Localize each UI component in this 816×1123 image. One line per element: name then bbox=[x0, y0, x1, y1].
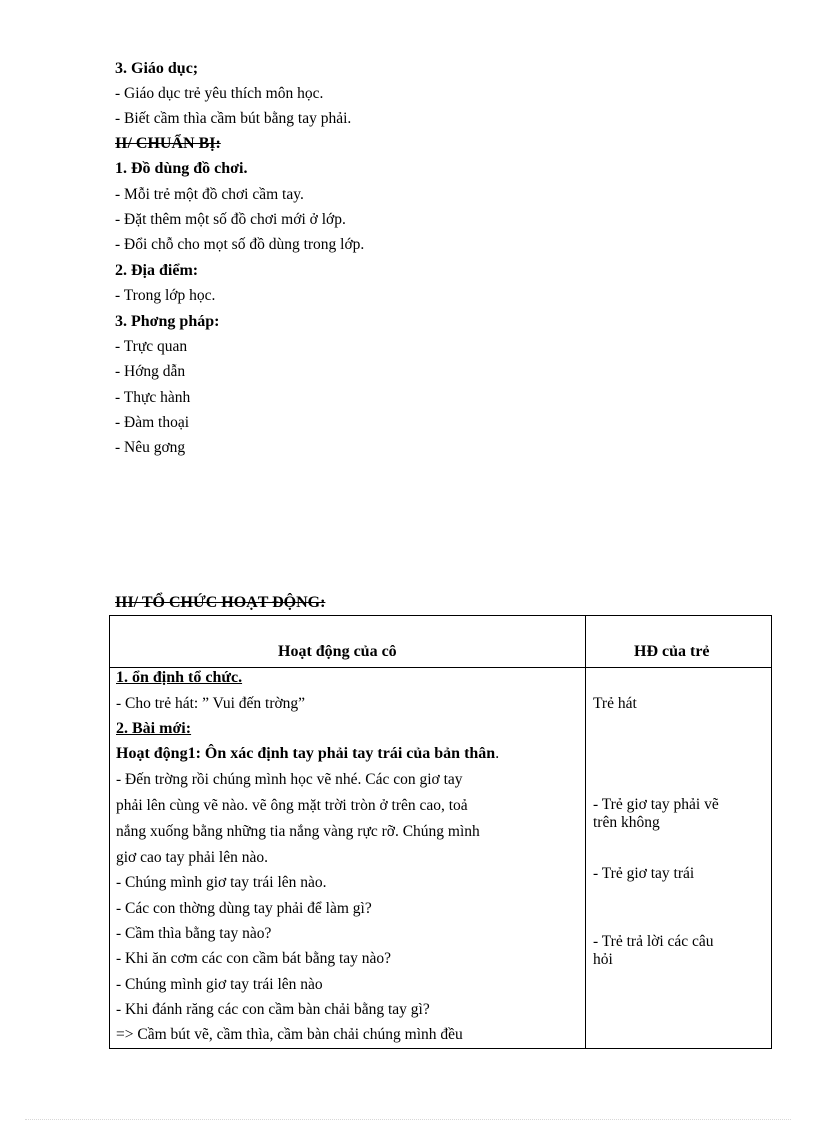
teacher-line-13: - Chúng mình giơ tay trái lên nào bbox=[116, 976, 323, 993]
method-item-1: - Trực quan bbox=[115, 338, 188, 355]
child-line-3: - Trẻ giơ tay trái bbox=[593, 865, 695, 882]
education-item-2: - Biết cầm thìa cầm bút bằng tay phải. bbox=[115, 110, 352, 127]
activities-heading: III/ TỔ CHỨC HOẠT ĐỘNG: bbox=[115, 594, 326, 611]
column-header-teacher: Hoạt động của cô bbox=[278, 643, 397, 660]
teacher-line-15: => Cầm bút vẽ, cầm thìa, cầm bàn chải chúng mình đều bbox=[116, 1026, 463, 1043]
teacher-line-8: giơ cao tay phải lên nào. bbox=[116, 849, 268, 866]
education-heading: 3. Giáo dục; bbox=[115, 60, 199, 77]
child-line-4b: hỏi bbox=[593, 951, 613, 968]
toys-item-2: - Đặt thêm một số đồ chơi mới ở lớp. bbox=[115, 211, 346, 228]
teacher-line-14: - Khi đánh răng các con cầm bàn chải bằng tay gì? bbox=[116, 1001, 430, 1018]
teacher-line-12: - Khi ăn cơm các con cầm bát bằng tay nào? bbox=[116, 950, 392, 967]
prep-heading: II/ CHUẨN BỊ: bbox=[115, 135, 221, 152]
teacher-line-10: - Các con thờng dùng tay phải để làm gì? bbox=[116, 900, 372, 917]
method-item-5: - Nêu gơng bbox=[115, 439, 186, 456]
child-line-4a: - Trẻ trả lời các câu bbox=[593, 933, 714, 950]
column-divider bbox=[585, 616, 586, 1048]
activities-table bbox=[109, 615, 772, 1049]
page-footer-rule bbox=[25, 1119, 791, 1120]
teacher-line-5: - Đến trờng rồi chúng mình học vẽ nhé. Các con giơ tay bbox=[116, 771, 463, 788]
teacher-line-3: 2. Bài mới: bbox=[116, 720, 192, 737]
teacher-line-1: 1. ổn định tổ chức. bbox=[116, 669, 243, 686]
method-heading: 3. Phơng pháp: bbox=[115, 313, 220, 330]
teacher-line-7: nắng xuống bằng những tia nắng vàng rực rỡ. Chúng mình bbox=[116, 823, 480, 840]
activity-title-end: . bbox=[495, 745, 500, 762]
child-line-1: Trẻ hát bbox=[593, 695, 637, 712]
toys-item-1: - Mỗi trẻ một đồ chơi cầm tay. bbox=[115, 186, 304, 203]
column-header-child: HĐ của trẻ bbox=[634, 643, 710, 660]
method-item-3: - Thực hành bbox=[115, 389, 191, 406]
toys-heading: 1. Đồ dùng đồ chơi. bbox=[115, 160, 248, 177]
method-item-4: - Đàm thoại bbox=[115, 414, 190, 431]
teacher-line-2: - Cho trẻ hát: ” Vui đến trờng” bbox=[116, 695, 306, 712]
teacher-line-4 bbox=[116, 744, 499, 764]
child-line-2a: - Trẻ giơ tay phải vẽ bbox=[593, 796, 719, 813]
teacher-line-9: - Chúng mình giơ tay trái lên nào. bbox=[116, 874, 327, 891]
activity-label: Hoạt động1 bbox=[116, 745, 196, 762]
education-item-1: - Giáo dục trẻ yêu thích môn học. bbox=[115, 85, 324, 102]
teacher-line-6: phải lên cùng vẽ nào. vẽ ông mặt trời tròn ở trên cao, toả bbox=[116, 797, 468, 814]
toys-item-3: - Đổi chỗ cho mọt số đồ dùng trong lớp. bbox=[115, 236, 365, 253]
teacher-line-11: - Cầm thìa bằng tay nào? bbox=[116, 925, 272, 942]
method-item-2: - Hớng dẫn bbox=[115, 363, 186, 380]
place-item-1: - Trong lớp học. bbox=[115, 287, 216, 304]
child-line-2b: trên không bbox=[593, 814, 660, 831]
activity-title: : Ôn xác định tay phải tay trái của bản thân bbox=[195, 745, 496, 762]
place-heading: 2. Địa điểm: bbox=[115, 262, 199, 279]
